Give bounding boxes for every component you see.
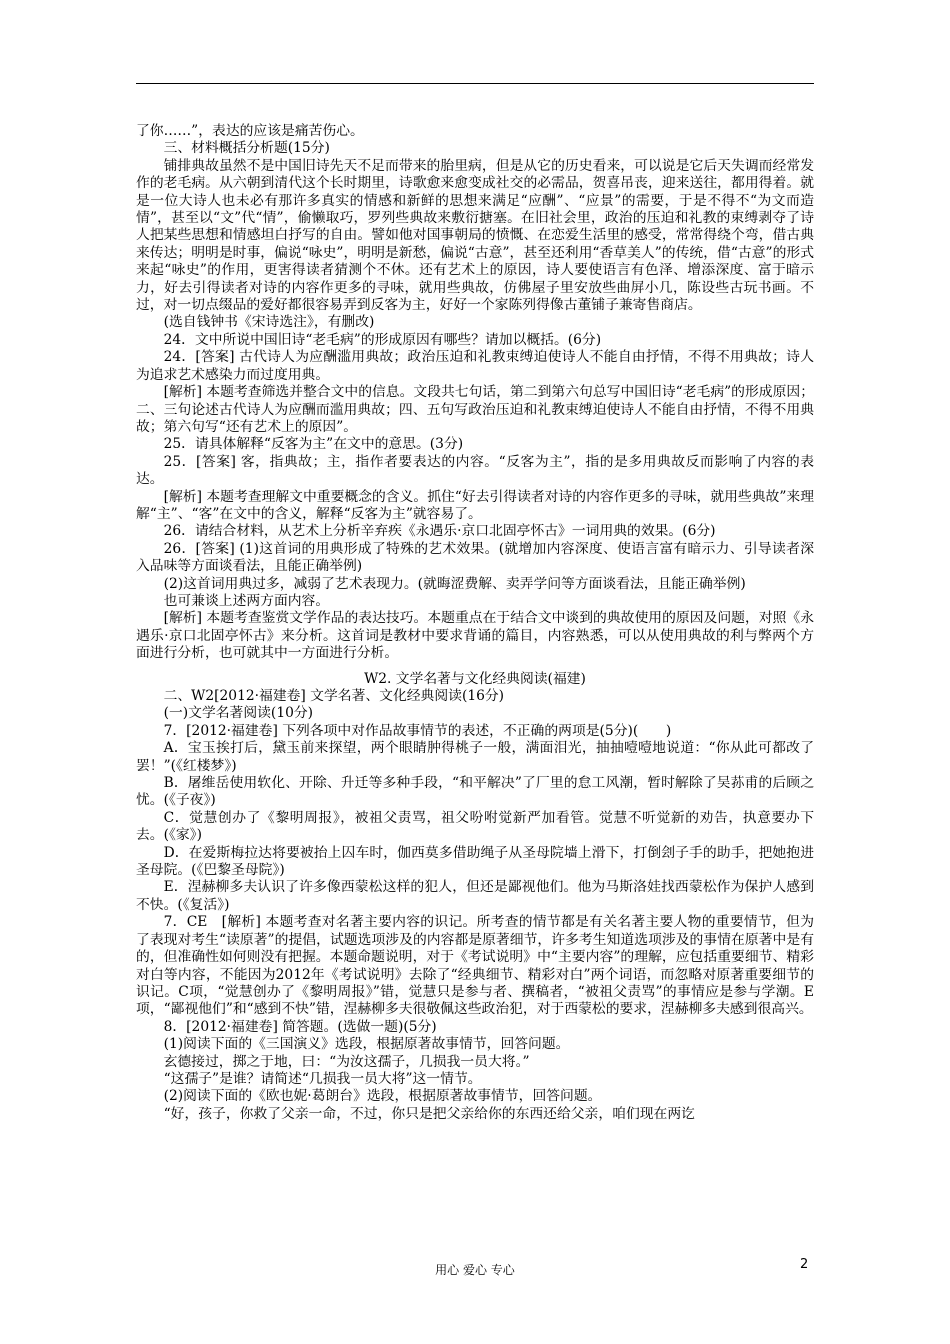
paragraph: E．涅赫柳多夫认识了许多像西蒙松这样的犯人，但还是鄙视他们。他为马斯洛娃找西蒙松作为保护人感到不快。(《复活》) — [136, 879, 814, 913]
page-number: 2 — [800, 1257, 809, 1272]
paragraph: 25．[答案] 客，指典故；主，指作者要表达的内容。“反客为主”，指的是多用典故反而影响了内容的表达。 — [136, 453, 814, 488]
paragraph: 7．[2012·福建卷] 下列各项中对作品故事情节的表述，不正确的两项是(5分)( ) — [163, 722, 672, 739]
paragraph: [解析] 本题考查鉴赏文学作品的表达技巧。本题重点在于结合文中谈到的典故使用的原因及问题，对照《永遇乐·京口北固亭怀古》来分析。这首词是教材中要求背诵的篇目，内容熟悉，可以从使用典故的利与弊两个方面进行分析，也可就其中一方面进行分析。 — [136, 610, 814, 662]
section-heading: W2. 文学名著与文化经典阅读(福建) — [364, 670, 586, 687]
paragraph: 了你……”，表达的应该是痛苦伤心。 — [136, 123, 364, 139]
paragraph: 铺排典故虽然不是中国旧诗先天不足而带来的胎里病，但是从它的历史看来，可以说是它后天失调而经常发作的老毛病。从六朝到清代这个长时期里，诗歌愈来愈变成社交的必需品，贺喜吊丧，迎来送往，都用得着。就是一位大诗人也未必有那许多真实的情感和新鲜的思想来满足“应酬”、“应景”的需要，于是不得不“为文而造情”，甚至以“文”代“情”，偷懒取巧，罗列些典故来敷衍搪塞。在旧社会里，政治的压迫和礼教的束缚剥夺了诗人把某些思想和情感坦白抒写的自由。譬如他对国事朝局的愤慨、在恋爱生活里的感受，常常得绕个弯，借古典来传达；明明是时事，偏说“咏史”，明明是新愁，偏说“古意”，甚至还利用“香草美人”的传统，借“古意”的形式来起“咏史”的作用，更害得读者猜测个不休。还有艺术上的原因，诗人要使语言有色泽、增添深度、富于暗示力，好去引得读者对诗的内容作更多的寻味，就用些典故，仿佛屋子里安放些曲屏小几，陈设些古玩书画。不过，对一切点缀品的爱好都很容易弄到反客为主，好好一个家陈列得像古董铺子兼寄售商店。 — [136, 157, 814, 314]
paragraph: 26．[答案] (1)这首词的用典形成了特殊的艺术效果。(就增加内容深度、使语言富有暗示力、引导读者深入品味等方面谈看法，且能正确举例) — [136, 540, 814, 575]
header-rule — [136, 83, 814, 84]
paragraph: 24．[答案] 古代诗人为应酬滥用典故；政治压迫和礼教束缚迫使诗人不能自由抒情，不得不用典故；诗人为追求艺术感染力而过度用典。 — [136, 349, 814, 383]
paragraph: 7．CE [解析] 本题考查对名著主要内容的识记。所考查的情节都是有关名著主要人物的重要情节，但为了表现对考生“读原著”的提倡，试题选项涉及的内容都是原著细节，许多考生知道选项涉及的事情在原著中是有的，但准确性如何则没有把握。本题命题说明，对于《考试说明》中“主要内容”的理解，应包括重要细节、精彩对白等内容，不能因为2012年《考试说明》去除了“经典细节、精彩对白”两个词语，而忽略对原著重要细节的识记。C项，“觉慧创办了《黎明周报》”错，觉慧只是参与者、撰稿者，“被祖父责骂”的事情应是参与学潮。E项，“鄙视他们”和“感到不快”错，涅赫柳多夫很敬佩这些政治犯，对于西蒙松的要求，涅赫柳多夫感到很高兴。 — [136, 914, 814, 1018]
paragraph: 二、W2[2012·福建卷] 文学名著、文化经典阅读(16分) — [163, 688, 505, 704]
paragraph: D．在爱斯梅拉达将要被抬上囚车时，伽西莫多借助绳子从圣母院墙上滑下，打倒刽子手的助手，把她抱进圣母院。(《巴黎圣母院》) — [136, 844, 814, 879]
paragraph: C．觉慧创办了《黎明周报》，被祖父责骂，祖父吩咐觉新严加看管。觉慧不听觉新的劝告，执意要办下去。(《家》) — [136, 809, 814, 844]
paragraph: B．屠维岳使用软化、开除、升迁等多种手段，“和平解决”了厂里的怠工风潮，暂时解除了吴荪甫的后顾之忧。(《子夜》) — [136, 775, 814, 809]
paragraph: (2)这首词用典过多，减弱了艺术表现力。(就晦涩费解、卖弄学问等方面谈看法，且能正确举例) — [163, 575, 746, 592]
paragraph: 也可兼谈上述两方面内容。 — [163, 592, 330, 609]
paragraph: A．宝玉挨打后，黛玉前来探望，两个眼睛肿得桃子一般，满面泪光，抽抽噎噎地说道：“你从此可都改了罢！”(《红楼梦》) — [136, 740, 814, 774]
paragraph: 26．请结合材料，从艺术上分析辛弃疾《永遇乐·京口北固亭怀古》一词用典的效果。(6分) — [163, 523, 716, 540]
paragraph: “好，孩子，你救了父亲一命，不过，你只是把父亲给你的东西还给父亲，咱们现在两讫 — [163, 1105, 695, 1122]
paragraph: [解析] 本题考查筛选并整合文中的信息。文段共七句话，第二到第六句总写中国旧诗“老毛病”的形成原因；二、三句论述古代诗人为应酬而滥用典故；四、五句写政治压迫和礼教束缚迫使诗人不能自由抒情，不得不用典故；第六句写“还有艺术上的原因”。 — [136, 384, 814, 435]
paragraph: [解析] 本题考查理解文中重要概念的含义。抓住“好去引得读者对诗的内容作更多的寻味，就用些典故”来理解“主”、“客”在文中的含义，解释“反客为主”就容易了。 — [136, 488, 814, 522]
paragraph: 24．文中所说中国旧诗“老毛病”的形成原因有哪些？请加以概括。(6分) — [163, 331, 602, 348]
page-footer: 用心 爱心 专心 — [435, 1263, 515, 1277]
paragraph: “这孺子”是谁？请简述“几损我一员大将”这一情节。 — [163, 1070, 482, 1087]
paragraph: 玄德接过，掷之于地，曰：“为汝这孺子，几损我一员大将。” — [163, 1053, 530, 1070]
paragraph: 8．[2012·福建卷] 简答题。(选做一题)(5分) — [163, 1018, 437, 1035]
document-body — [136, 123, 814, 1123]
paragraph: (1)阅读下面的《三国演义》选段，根据原著故事情节，回答问题。 — [163, 1036, 570, 1053]
paragraph: 三、材料概括分析题(15分) — [163, 140, 330, 157]
paragraph: 25．请具体解释“反客为主”在文中的意思。(3分) — [163, 436, 464, 453]
spacer — [136, 663, 814, 671]
paragraph: (选自钱钟书《宋诗选注》，有删改) — [163, 314, 375, 331]
paragraph: (2)阅读下面的《欧也妮·葛朗台》选段，根据原著故事情节，回答问题。 — [163, 1088, 602, 1105]
paragraph: (一)文学名著阅读(10分) — [163, 705, 314, 722]
